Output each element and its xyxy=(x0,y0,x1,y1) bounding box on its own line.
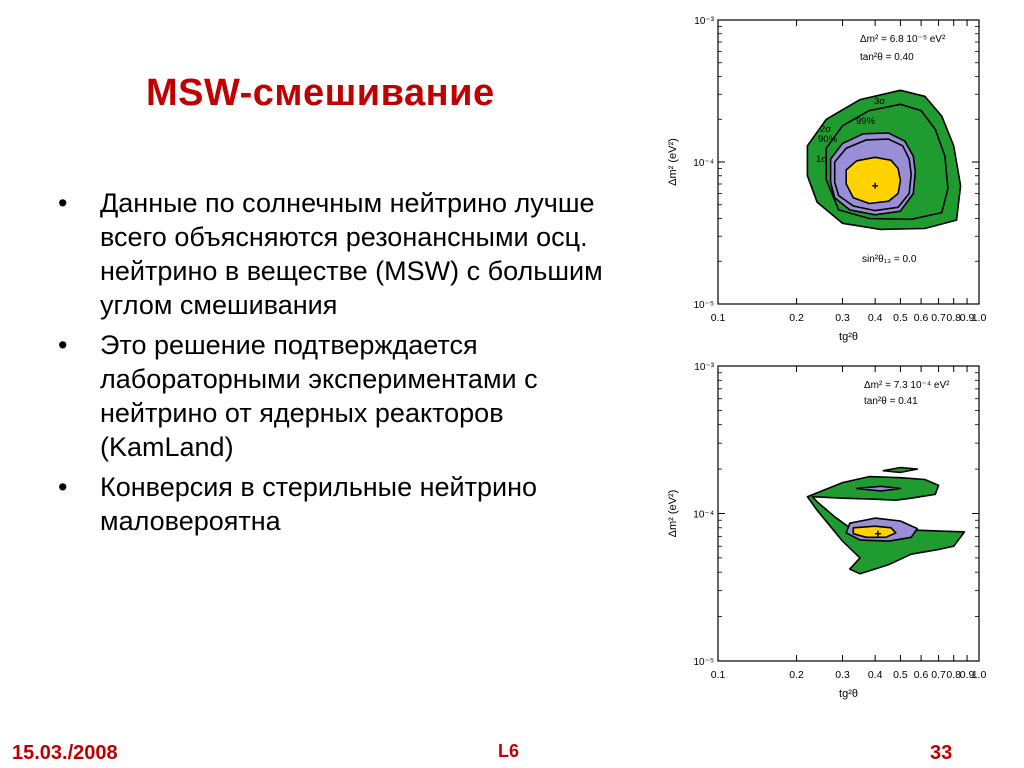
bullet-symbol: • xyxy=(58,330,68,360)
x-tick-label: 0.4 xyxy=(867,312,883,324)
contour-region xyxy=(853,526,896,537)
contour-label: 90% xyxy=(818,134,838,145)
bullet-item xyxy=(58,186,618,322)
x-tick-label: 0.9 xyxy=(959,669,975,681)
chart-annotation: Δm² = 7.3 10⁻⁴ eV² xyxy=(864,380,950,391)
y-axis-label: Δm² (eV²) xyxy=(667,138,679,186)
x-tick-label: 1.0 xyxy=(971,669,987,681)
x-tick-label: 0.6 xyxy=(913,312,929,324)
y-axis-label: Δm² (eV²) xyxy=(667,489,679,538)
bullet-symbol: • xyxy=(58,188,68,218)
x-tick-label: 0.2 xyxy=(789,669,804,681)
x-tick-label: 0.6 xyxy=(913,669,929,681)
x-tick-label: 0.7 xyxy=(931,312,946,324)
y-tick-label: 10⁻⁴ xyxy=(693,158,714,169)
x-tick-label: 0.9 xyxy=(959,312,975,324)
contour-plot-top xyxy=(652,8,1002,360)
x-tick-label: 0.4 xyxy=(867,669,883,681)
x-tick-label: 0.3 xyxy=(835,669,850,681)
x-tick-label: 0.8 xyxy=(946,312,962,324)
chart-annotation: Δm² = 6.8 10⁻⁵ eV² xyxy=(860,34,946,45)
footer-lecture: L6 xyxy=(498,741,520,761)
y-tick-label: 10⁻⁵ xyxy=(693,300,714,311)
bullet-item xyxy=(58,328,618,464)
x-tick-label: 0.7 xyxy=(931,669,946,681)
bullet-text: Данные по солнечным нейтрино лучше всего объясняются резонансными осц. нейтрино в веществе (MSW) с большим углом смешивания xyxy=(100,188,603,320)
x-tick-label: 1.0 xyxy=(971,312,987,324)
x-tick-label: 0.3 xyxy=(835,312,850,324)
x-axis-label: tg²θ xyxy=(839,331,858,343)
contour-label: 99% xyxy=(856,116,876,127)
x-axis-label: tg²θ xyxy=(839,688,858,700)
contour-plot-svg xyxy=(652,358,1002,720)
plot-frame xyxy=(718,366,979,661)
x-tick-label: 0.1 xyxy=(710,669,726,681)
bullet-symbol: • xyxy=(58,472,68,502)
contour-label: 2σ xyxy=(820,124,832,135)
bullet-list xyxy=(58,186,618,544)
contour-label: 1σ xyxy=(816,154,828,165)
x-tick-label: 0.1 xyxy=(710,312,726,324)
contour-plot-bottom xyxy=(652,358,1002,720)
chart-annotation: sin²θ₁₃ = 0.0 xyxy=(862,254,917,265)
slide-title: MSW-смешивание xyxy=(146,72,495,114)
bullet-text: Конверсия в стерильные нейтрино маловероятна xyxy=(100,472,538,536)
x-tick-label: 0.8 xyxy=(946,669,962,681)
footer-page-number: 33 xyxy=(930,742,953,764)
x-tick-label: 0.5 xyxy=(893,312,908,324)
contour-label: 3σ xyxy=(874,96,886,107)
chart-annotation: tan²θ = 0.40 xyxy=(860,52,914,63)
bullet-item xyxy=(58,470,618,538)
y-tick-label: 10⁻³ xyxy=(694,16,714,27)
x-tick-label: 0.5 xyxy=(893,669,908,681)
y-tick-label: 10⁻³ xyxy=(694,362,714,373)
y-tick-label: 10⁻⁴ xyxy=(693,509,714,521)
y-tick-label: 10⁻⁵ xyxy=(693,657,714,668)
contour-region xyxy=(846,157,900,203)
chart-annotation: tan²θ = 0.41 xyxy=(864,396,918,407)
contour-plot-svg xyxy=(652,8,1002,360)
bullet-text: Это решение подтверждается лабораторными экспериментами с нейтрино от ядерных реакторов (KamLand) xyxy=(100,330,538,462)
x-tick-label: 0.2 xyxy=(789,312,804,324)
footer-date: 15.03./2008 xyxy=(12,742,118,764)
